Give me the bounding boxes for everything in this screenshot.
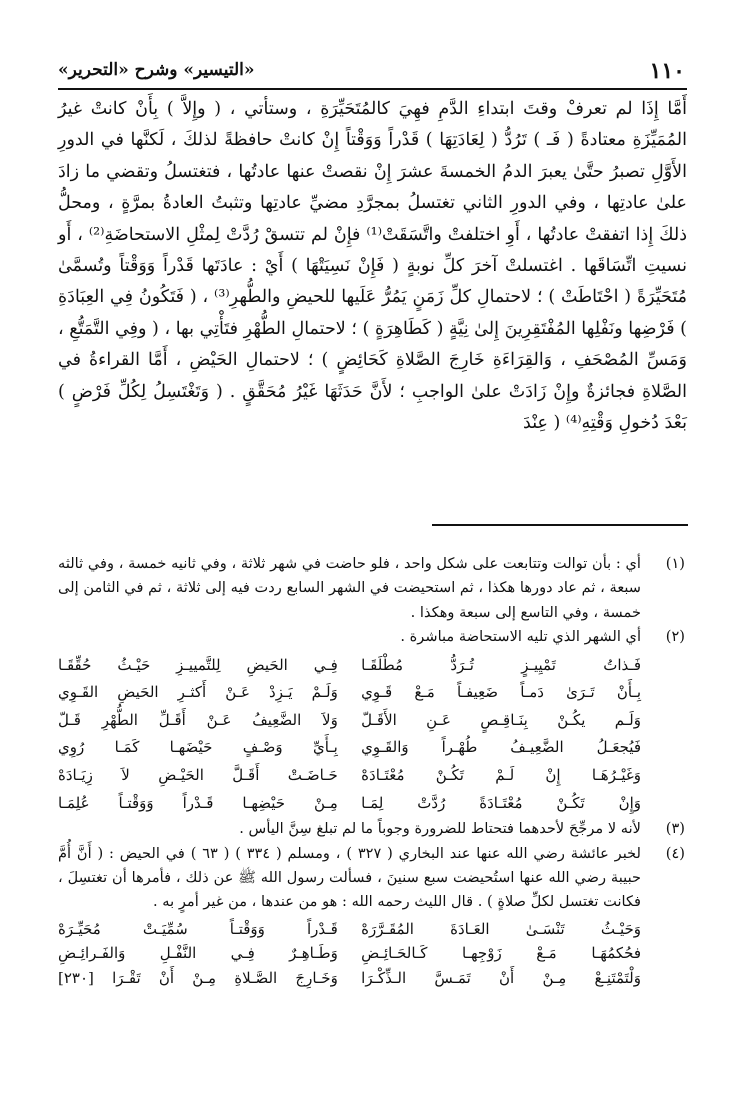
main-paragraph: أَمَّا إِذَا لم تعرفْ وقتَ ابتداءِ الدَّمِ فهِيَ كالمُتَحَيِّرَةِ ، وستأتي ، ( وإِلاَّ ) بِأَنْ كانتْ غيرُ المُمَيِّزَةِ معتادةً ( فَـ ) تَرُدُّ ( لِعَادَتِهَا ) قَدْراً وَوَقْتاً إِنْ كانتْ حافظةً لذلكَ ، لَكنَّها في الدورِ الأَوَّلِ تصبرُ حتَّىٰ يعبرَ الدمُ الخمسةَ عشرَ إِنْ نقصتْ عنها عادتُها ، فتغتسلُ وتقضي ما زادَ علىٰ عادتِها ، وفي الدورِ الثاني تغتسلُ بمجرَّدِ مضيِّ عادتِها وتثبتُ العادةُ بمرَّةٍ ، ومحلُّ ذلكَ إِذا اتفقتْ عادتُها ، أَوِ اختلفتْ واتَّسَقَتْ⁽¹⁾ فإِنْ لم تتسقْ رُدَّتْ لِمثْلِ الاستحاضَةِ⁽²⁾ ، أَو نسيتِ اتِّسَاقَها . اغتسلتْ آخرَ كلِّ نوبةٍ ( فَإِنْ نَسِيَتْهَا ) أَيْ : عادَتَها قَدْراً وَوَقْتاً وتُسمَّىٰ مُتَحَيِّرَةً ( احْتَاطَتْ ) ؛ لاحتمالِ كلِّ زَمَنٍ يَمُرُّ عَلَيها للحيضِ والطُّهرِ⁽³⁾ ، ( فَتَكُونُ فِي العِبَادَةِ ) فَرْضِها ونَفْلِها المُفْتَقِرِينَ إِلىٰ نِيَّةٍ ( كَطَاهِرَةٍ ) ؛ لاحتمالِ الطُّهْرِ فتَأْتِي بها ، ( وفِي التَّمَتُّعِ ، وَمَسِّ المُصْحَفِ ، وَالقِرَاءَةِ خَارِجَ الصَّلاةِ كَحَائِضٍ ) ؛ لاحتمالِ الحَيْضِ ، أَمَّا القراءةُ في الصَّلاةِ فجائزةٌ وإِنْ زَادَتْ علىٰ الواجبِ ؛ لأَنَّ حَدَثَهَا غَيْرُ مُحَقَّقٍ . ( وَتَغْتَسِلُ لِكُلِّ فَرْضٍ ) بَعْدَ دُخولِ وَقْتِهِ⁽⁴⁾ ( عِنْدَ (58, 99, 688, 434)
footnote-number: (٣) (665, 820, 685, 838)
verse-second-hemistich: حَـاضَـتْ أَقَـلَّ الحَيْـضِ لاَ زِيَـادَهْ (58, 766, 338, 784)
verse-first-hemistich: فحُكمُهَـا مَـعْ زَوْجِهـا كَـالحَـائِـضِ (361, 944, 641, 963)
verse (58, 679, 641, 707)
footnote-text: لأنه لا مرجِّحَ لأحدهما فتحتاط للضرورة وجوباً ما لم تبلغ سِنَّ اليأس . (239, 820, 641, 838)
verse (58, 762, 641, 790)
footnote-number: (٤) (665, 844, 685, 862)
verse (58, 966, 641, 990)
verse-second-hemistich: مِـنْ حَيْضِهـا قَـدْراً وَوَقْتـاً عُلِمَـا (58, 793, 338, 812)
verse-first-hemistich: وَلْتَمْتَنِـعْ مِـنْ أَنْ تَمَـسَّ الـذِّكْـرَا (361, 968, 641, 987)
verse-second-hemistich: بِـأَيِّ وَصْـفٍ حَيْضَهـا كَمَـا رُوِي (58, 738, 338, 757)
verse (58, 790, 641, 818)
footnote-number: (١) (665, 555, 685, 572)
verse-first-hemistich: فَيُجعَـلُ الضَّعِيـفُ طُهْـراً وَالقَـوِي (361, 738, 641, 757)
page-header (58, 58, 685, 86)
verse-second-hemistich: وَطَـاهِـرٌ فِـي النَّفْـلِ وَالفَـرائِـضِ (58, 944, 338, 963)
poem (58, 652, 641, 818)
verse-second-hemistich: وَلاَ الضَّعِيفُ عَـنْ أَقَـلِّ الطُّهْرِ قَـلّ (58, 710, 338, 729)
verse-first-hemistich: وَإِنْ تَكُـنْ مُعْتَـادَةً رُدَّتْ لِمَـا (361, 793, 641, 812)
verse-second-hemistich: قَـدْراً وَوَقْتـاً سُمِّيَـتْ مُحَيِّـرَهْ (58, 919, 338, 938)
verse-second-hemistich: فِـي الحَيضِ لِلتَّمييـزِ حَيْـثُ حُقِّقَـا (58, 655, 338, 674)
footnote-2 (58, 625, 687, 817)
footnote-text: لخبر عائشة رضي الله عنها عند البخاري ( ٣٢٧ ) ، ومسلم ( ٣٣٤ ) ( ٦٣ ) في الحيض : ( أَنَّ أُمَّ حبيبة رضي الله عنها استُحيضت سبع سنينَ ، فسألت رسول الله ﷺ عن ذلك ، فأمرها أن تغتسِلَ ، فكانت تغتسل لكلِّ صلاةٍ ) . قال الليث رحمه الله : هو من عندها ، من غير أمرٍ به . (58, 844, 641, 911)
verse-first-hemistich: فَـذاتُ تَمْيِيـزٍ تُـرَدُّ مُطْلَقَـا (361, 655, 641, 674)
footnote-1 (58, 552, 687, 625)
footnote-number: (٢) (665, 628, 685, 646)
footnote-text: أي الشهر الذي تليه الاستحاضة مباشرة . (400, 628, 641, 646)
footnote-3 (58, 817, 687, 841)
verse-first-hemistich: وَلَـم يكُـنْ بِنَـاقِـصٍ عَـنِ الأَقَـلّ (361, 710, 641, 729)
footnote-separator (432, 524, 688, 526)
verse-first-hemistich: وَحَيْـثُ تَنْسَـىٰ العَـادَةَ المُقَـرَّرَهْ (361, 919, 641, 938)
verse-first-hemistich: وَغَيْـرُهَـا إِنْ لَـمْ تَكُـنْ مُعْتَـادَهْ (361, 766, 641, 784)
footnote-4 (58, 842, 687, 990)
header-rule (58, 88, 687, 90)
verse (58, 734, 641, 762)
verse (58, 652, 641, 680)
verse-second-hemistich: وَلَـمْ يَـزِدْ عَـنْ أَكثـرِ الحَيضِ القَـوِي (58, 683, 338, 702)
main-text (58, 94, 687, 439)
running-title: «التيسير» وشرح «التحرير» (58, 60, 255, 80)
verse (58, 707, 641, 735)
footnotes (58, 552, 687, 990)
verse (58, 941, 641, 965)
verse-first-hemistich: بِـأَنْ تَـرَىٰ دَمـاً ضَعِيفـاً مَـعْ قَـوِي (361, 683, 641, 702)
poem (58, 917, 641, 990)
page-number: ١١٠ (649, 58, 685, 84)
verse (58, 917, 641, 941)
verse-second-hemistich: وَخَـارِجَ الصَّـلاةِ مِـنْ أَنْ تَقْـرَا [٢٣٠] (58, 968, 338, 987)
footnote-text: أي : بأن توالت وتتابعت على شكل واحد ، فلو حاضت في شهر ثلاثة ، وفي ثانيه خمسة ، وفي ثالثه سبعة ، ثم عاد دورها هكذا ، ثم استحيضت في الشهر السابع ردت فيه إلى ثلاثة ، ثم في الثامن إلى خمسة ، وفي التاسع إلى سبعة وهكذا . (58, 555, 641, 621)
